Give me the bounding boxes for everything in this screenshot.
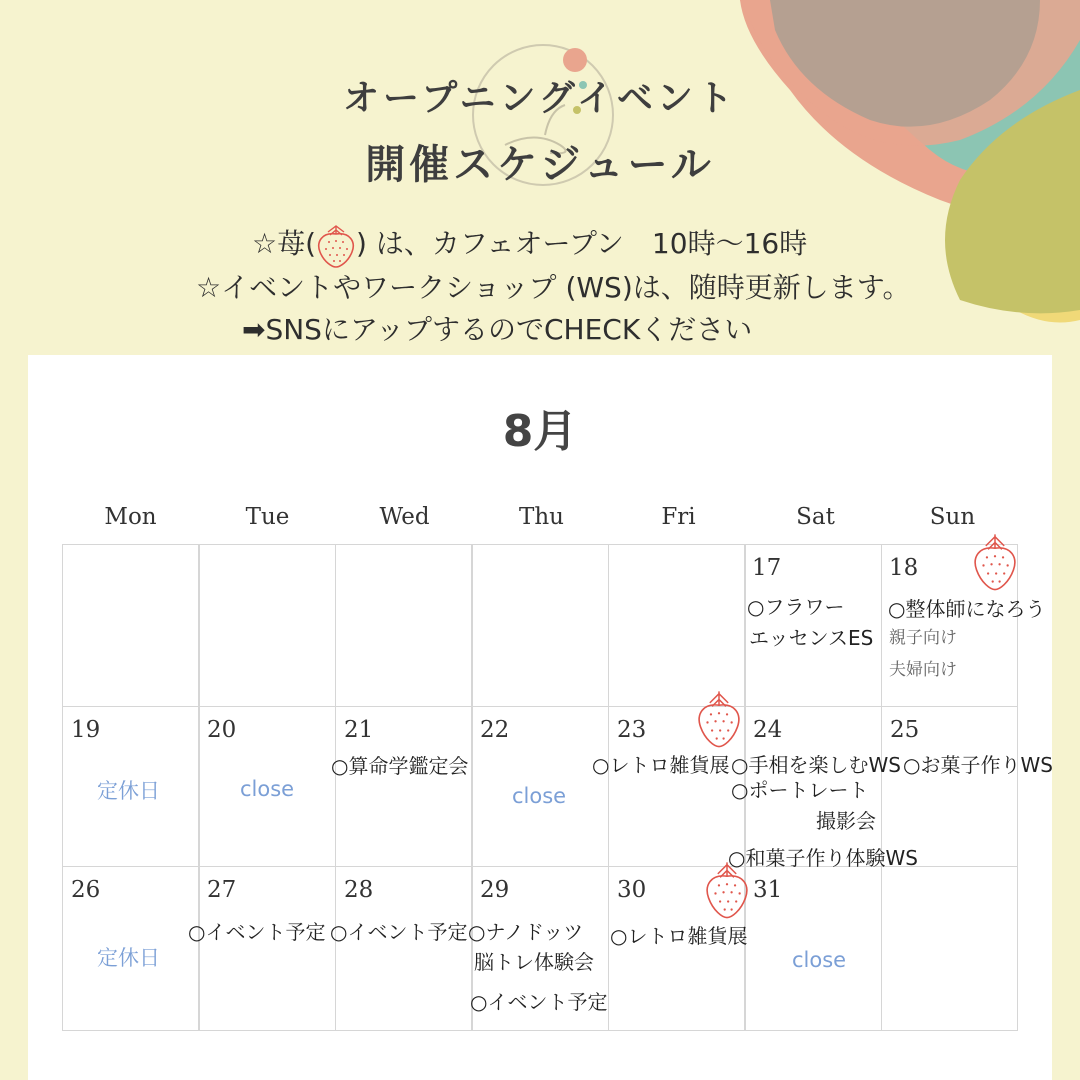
day-number: 24 <box>753 717 783 743</box>
status-closed-day: 定休日 <box>97 779 160 803</box>
event-item-continued[interactable]: 脳トレ体験会 <box>474 950 594 974</box>
strawberry-icon <box>696 689 742 749</box>
event-item[interactable]: ○イベント予定 <box>330 920 468 944</box>
weekday-mon: Mon <box>104 504 157 530</box>
status-closed-day: 定休日 <box>97 946 160 970</box>
event-item[interactable]: ○ナノドッツ <box>468 920 584 944</box>
calendar-cell <box>335 544 473 707</box>
month-title: 8月 <box>502 406 578 457</box>
event-item[interactable]: ○レトロ雑貨展 <box>592 753 730 777</box>
calendar-cell <box>608 544 746 707</box>
day-number: 23 <box>617 717 647 743</box>
calendar-cell <box>881 866 1018 1031</box>
note-sns: ➡SNSにアップするのでCHECKください <box>242 313 753 346</box>
event-item[interactable]: ○イベント予定 <box>470 990 608 1014</box>
day-number: 21 <box>344 717 374 743</box>
status-close: close <box>512 784 567 808</box>
day-number: 20 <box>207 717 237 743</box>
weekday-fri: Fri <box>661 504 696 530</box>
day-number: 26 <box>71 877 101 903</box>
event-item-continued[interactable]: 撮影会 <box>816 809 876 833</box>
calendar-cell <box>62 544 200 707</box>
day-number: 29 <box>480 877 510 903</box>
event-note: 夫婦向け <box>889 660 957 680</box>
event-item[interactable]: ○算命学鑑定会 <box>331 754 469 778</box>
event-item[interactable]: ○お菓子作りWS <box>903 753 1053 777</box>
note-update: ☆イベントやワークショップ (WS)は、随時更新します。 <box>196 271 911 304</box>
calendar-cell <box>198 544 336 707</box>
day-number: 18 <box>889 555 919 581</box>
day-number: 27 <box>207 877 237 903</box>
event-item[interactable]: ○フラワー <box>747 595 845 619</box>
note-cafe-hours-prefix: ☆苺( <box>252 227 317 260</box>
event-item[interactable]: ○イベント予定 <box>188 920 326 944</box>
event-item[interactable]: ○和菓子作り体験WS <box>728 846 918 870</box>
status-close: close <box>240 777 295 801</box>
weekday-thu: Thu <box>519 504 564 530</box>
weekday-tue: Tue <box>245 504 290 530</box>
day-number: 25 <box>890 717 920 743</box>
day-number: 19 <box>71 717 101 743</box>
strawberry-icon <box>972 532 1018 592</box>
event-item[interactable]: エッセンスES <box>749 626 874 650</box>
event-item[interactable]: ○ポートレート <box>731 778 869 802</box>
event-item[interactable]: ○レトロ雑貨展 <box>610 924 748 948</box>
note-cafe-hours <box>252 222 807 268</box>
strawberry-icon <box>316 222 356 268</box>
day-number: 30 <box>617 877 647 903</box>
day-number: 28 <box>344 877 374 903</box>
day-number: 17 <box>752 555 782 581</box>
page-title: オープニングイベント <box>343 78 737 119</box>
weekday-sun: Sun <box>929 504 976 530</box>
calendar-cell <box>471 544 609 707</box>
weekday-wed: Wed <box>379 504 430 530</box>
note-cafe-hours-text: ) は、カフェオープン 10時～16時 <box>356 227 808 260</box>
event-item[interactable]: ○整体師になろう <box>888 597 1046 621</box>
page-subtitle: 開催スケジュール <box>365 142 715 188</box>
event-note: 親子向け <box>889 628 957 648</box>
event-item[interactable]: ○手相を楽しむWS <box>731 753 901 777</box>
status-close: close <box>792 948 847 972</box>
day-number: 22 <box>480 717 510 743</box>
day-number: 31 <box>753 877 783 903</box>
weekday-sat: Sat <box>796 504 835 530</box>
